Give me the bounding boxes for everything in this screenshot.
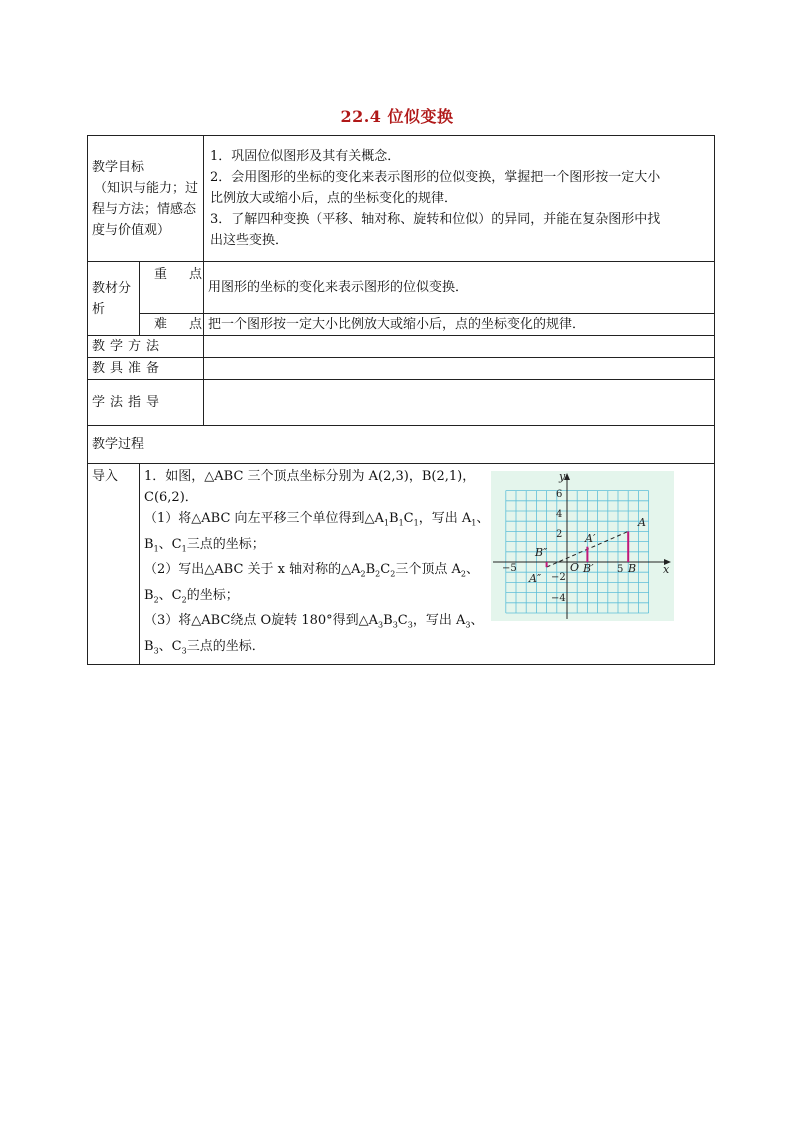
lead-row [88, 464, 715, 665]
key-point-row [88, 262, 715, 314]
method-row [88, 336, 715, 358]
tools-content [204, 358, 715, 380]
key-point-text: 用图形的坐标的变化来表示图形的位似变换． [204, 262, 715, 314]
tools-row [88, 358, 715, 380]
graph-background [491, 471, 674, 621]
problem-line: C(6,2)． [144, 490, 198, 505]
tick-label-y-neg2: −2 [551, 572, 566, 583]
objective-item: 出这些变换． [210, 233, 289, 248]
tick-label-y-4: 4 [556, 509, 563, 520]
point-label-a-prime: A′ [585, 532, 596, 545]
origin-label: O [570, 561, 580, 574]
process-label: 教学过程 [88, 426, 715, 464]
objectives-label [88, 136, 204, 262]
label-line: 教材分 [92, 280, 132, 296]
label-line: 析 [92, 301, 106, 317]
objectives-row [88, 136, 715, 262]
objectives-content [204, 136, 715, 262]
point-label-b-prime: B′ [583, 562, 594, 575]
difficulty-label: 难点 [140, 314, 204, 336]
study-content [204, 380, 715, 426]
process-row [88, 426, 715, 464]
problem-line: （1）将△ABC 向左平移三个单位得到$\triangle A_1B_1C_1$，写出 $A_1$、 [144, 511, 490, 528]
x-axis-label: x [663, 563, 670, 576]
problem-line: （3）将△ABC绕点 O旋转 180°得到$\triangle A_3B_3C_3$，写出 $A_3$、 [144, 613, 484, 630]
tick-label-x-5: 5 [617, 564, 624, 575]
problem-line: （2）写出△ABC 关于 x 轴对称的$\triangle A_2B_2C_2$三个顶点 $A_2$、 [144, 562, 479, 579]
method-label: 教学方法 [88, 336, 204, 358]
page-title: 22.4 位似变换 [340, 107, 454, 126]
label-line: （知识与能力；过 [94, 180, 199, 196]
difficulty-row [88, 314, 715, 336]
problem-line: $B_3$、$C_3$三点的坐标． [144, 638, 265, 656]
coordinate-graph [491, 471, 674, 621]
point-label-a-double-prime: A″ [529, 572, 542, 585]
label-line: 度与价值观） [92, 222, 171, 238]
tick-label-y-6: 6 [556, 489, 563, 500]
study-label: 学法指导 [88, 380, 204, 426]
objective-item: 3．了解四种变换（平移、轴对称、旋转和位似）的异同，并能在复杂图形中找 [210, 212, 661, 227]
key-point-label: 重点 [140, 262, 204, 314]
objective-item: 1．巩固位似图形及其有关概念． [210, 149, 401, 164]
analysis-label [88, 262, 140, 336]
tools-label: 教具准备 [88, 358, 204, 380]
lead-content [140, 464, 715, 665]
y-axis-label: y [559, 471, 566, 483]
label-line: 程与方法；情感态 [92, 201, 197, 217]
objective-item: 比例放大或缩小后，点的坐标变化的规律． [210, 191, 458, 206]
point-label-b: B [628, 562, 637, 575]
study-row [88, 380, 715, 426]
problem-line: $B_1$、$C_1$三点的坐标； [144, 536, 265, 554]
difficulty-text: 把一个图形按一定大小比例放大或缩小后，点的坐标变化的规律． [204, 314, 715, 336]
tick-label-x-neg5: −5 [502, 563, 517, 574]
lead-label: 导入 [88, 464, 140, 665]
problem-text [144, 466, 490, 662]
problem-line: 1．如图，△ABC 三个顶点坐标分别为 A(2,3)，B(2,1)， [144, 469, 476, 484]
point-label-a: A [638, 516, 646, 529]
lesson-plan-table [87, 135, 715, 665]
label-line: 教学目标 [92, 159, 145, 175]
point-label-b-double-prime: B″ [535, 546, 548, 559]
problem-line: $B_2$、$C_2$的坐标； [144, 587, 239, 605]
tick-label-y-neg4: −4 [551, 593, 566, 604]
tick-label-y-2: 2 [556, 529, 563, 540]
method-content [204, 336, 715, 358]
objective-item: 2．会用图形的坐标的变化来表示图形的位似变换，掌握把一个图形按一定大小 [210, 170, 661, 185]
